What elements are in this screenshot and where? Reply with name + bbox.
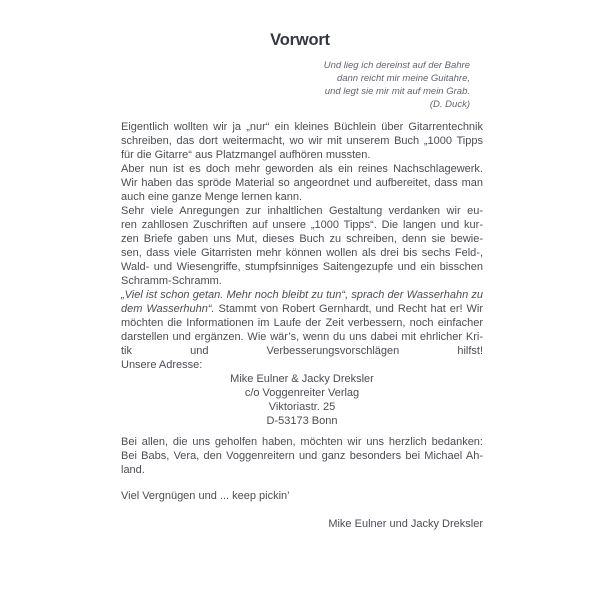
text-line: Schramm-Schramm.	[121, 275, 222, 287]
acknowledgements	[121, 435, 483, 477]
text-line: zen Briefe gaben uns Mut, dieses Buch zu schreiben, denn sie bewie-	[121, 233, 483, 245]
foreword-body	[121, 120, 483, 372]
signature-line: Mike Eulner und Jacky Dreksler	[328, 518, 483, 530]
text-line: D-53173 Bonn	[266, 415, 338, 427]
text-line: Wald- und Wiesengriffe, stumpfsinniges Saitengezupfe und ein bisschen	[121, 261, 483, 273]
text-line: für die Gitarre“ aus Platzmangel aufhören mussten.	[121, 149, 371, 161]
page-text-column	[121, 120, 483, 531]
text-line: c/o Voggenreiter Verlag	[244, 387, 360, 399]
text-line: Unsere Adresse:	[121, 359, 203, 371]
text-line: auch eine ganze Menge lernen kann.	[121, 191, 303, 203]
closing-line: Viel Vergnügen und ... keep pickin’	[121, 490, 290, 502]
text-line: tik und Verbesserungsvorschlägen hilfst!	[121, 345, 483, 357]
epigraph-poem	[121, 59, 470, 111]
italic-quote-segment: dem Wasserhuhn“.	[121, 303, 215, 315]
text-line	[121, 302, 483, 316]
address-block	[121, 372, 483, 428]
text-line: Sehr viele Anregungen zur inhaltlichen Gestaltung verdanken wir eu-	[121, 205, 483, 217]
text-line: Mike Eulner & Jacky Dreksler	[230, 373, 374, 385]
text-line: möchten die Informationen im Laufe der Zeit verbessern, noch einfacher	[121, 317, 483, 329]
text-line: Und lieg ich dereinst auf der Bahre	[323, 60, 470, 71]
italic-quote-segment: „Viel ist schon getan. Mehr noch bleibt zu tun“, sprach der Wasserhahn zu	[121, 289, 483, 301]
text-line: schreiben, das dort weitermacht, wo wir mit unserem Buch „1000 Tipps	[121, 135, 483, 147]
text-line: darstellen und ergänzen. Wie wär’s, wenn du uns dabei mit ehrlicher Kri-	[121, 331, 483, 343]
text-line	[121, 288, 483, 302]
text-line: dann reicht mir meine Guitahre,	[336, 73, 470, 84]
text-line: land.	[121, 464, 145, 476]
text-line: ren zahllosen Zuschriften auf unsere „1000 Tipps“. Die langen und kur-	[121, 219, 483, 231]
text-line: und legt sie mir mit auf mein Grab.	[324, 86, 470, 97]
text-line: Eigentlich wollten wir ja „nur“ ein kleines Büchlein über Gitarrentechnik	[121, 121, 483, 133]
text-line: sen, dass viele Gitarristen mehr können wollen als drei bis sechs Feld-,	[121, 247, 483, 259]
text-line: Wir haben das spröde Material so angeordnet und aufbereitet, dass man	[121, 177, 483, 189]
page-title: Vorwort	[270, 31, 330, 49]
text-line: Aber nun ist es doch mehr geworden als ein reines Nachschlagewerk.	[121, 163, 483, 175]
text-line: Bei allen, die uns geholfen haben, möchten wir uns herzlich bedanken:	[121, 436, 483, 448]
text-line: Bei Babs, Vera, den Voggenreitern und ganz besonders bei Michael Ah-	[121, 450, 483, 462]
text-line: Viktoriastr. 25	[268, 401, 336, 413]
text-segment: Stammt von Robert Gernhardt, und Recht hat er! Wir	[214, 303, 483, 315]
text-line: (D. Duck)	[429, 99, 470, 110]
